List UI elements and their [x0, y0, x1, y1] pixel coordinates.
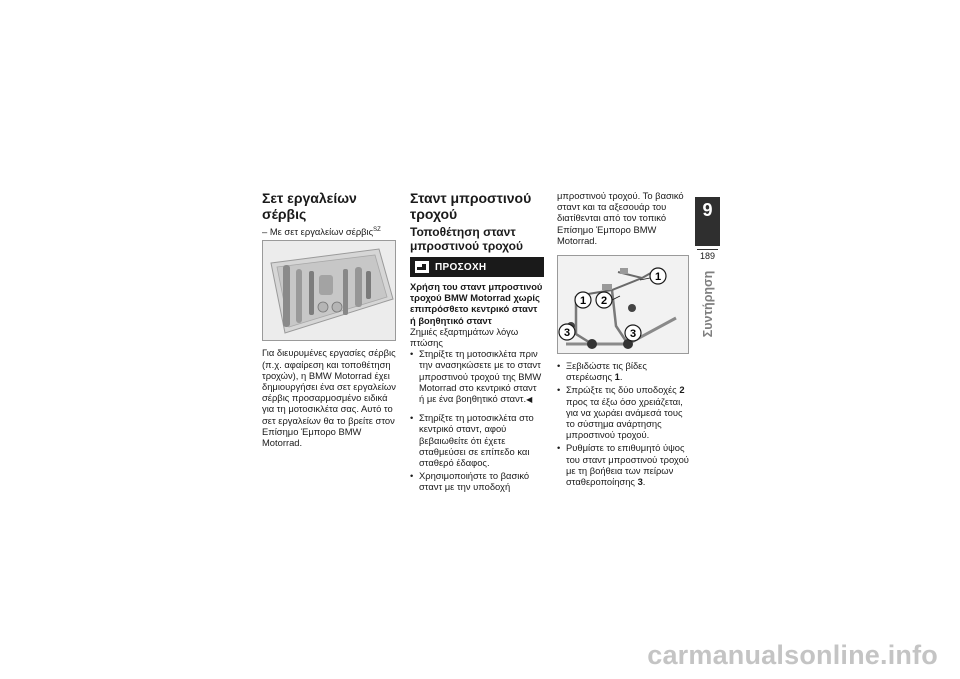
list-item: • Σπρώξτε τις δύο υποδοχές 2 προς τα έξω όσο χρειάζεται, για να χωράει ανάμεσά τους το σύστημα ανάρτησης μπροστινού τροχού.: [557, 384, 691, 440]
caution-banner: [410, 257, 544, 277]
service-tools-option: – Με σετ εργαλείων σέρβις$^{SZ}$: [262, 226, 381, 238]
svg-text:2: 2: [600, 295, 608, 308]
procedure-bullets: [410, 412, 544, 492]
service-tools-text: Για διευρυμένες εργασίες σέρβις (π.χ. αφαίρεση και τοποθέτηση τροχών), η BMW Motorrad έχει δημιουργήσει ένα σετ εργαλείων σέρβις προσαρμοσμένο ειδικά για τη μοτοσικλέτα σας. Αυτό το σετ εργαλείων θα το βρείτε στον Επίσημο Έμπορο BMW Motorrad.: [262, 347, 396, 448]
callout-1b: [575, 292, 591, 308]
svg-text:3: 3: [563, 327, 571, 340]
svg-text:1: 1: [579, 295, 587, 308]
section-side-title: Συντήρηση: [701, 270, 715, 338]
column-stand-procedure: [557, 190, 691, 489]
tab-divider: [697, 249, 718, 250]
column-front-stand: [410, 190, 544, 495]
front-stand-image: [557, 255, 689, 354]
option-code: SZ: [373, 227, 381, 233]
page-number: 189: [699, 251, 716, 261]
list-item: • Στηρίξτε τη μοτοσικλέτα στο κεντρικό σταντ, αφού βεβαιωθείτε ότι έχετε σταθμεύσει σε επίπεδο και σταθερό έδαφος.: [410, 412, 544, 468]
chapter-tab: [695, 197, 720, 246]
continuation-text: μπροστινού τροχού. Το βασικό σταντ και τα αξεσουάρ του διατίθενται από τον τοπικό Επίσημο Έμπορο BMW Motorrad.: [557, 190, 684, 246]
list-item: • Στηρίξτε τη μοτοσικλέτα πριν την ανασηκώσετε με το σταντ μπροστινού τροχού της BMW Motorrad στο κεντρικό σταντ ή με ένα βοηθητικό σταντ.◀: [410, 348, 544, 405]
watermark: carmanualsonline.info: [647, 640, 938, 670]
svg-text:3: 3: [629, 328, 637, 341]
subheading-fit-stand: Τοποθέτηση σταντ μπροστινού τροχού: [410, 225, 523, 253]
heading-front-stand: Σταντ μπροστινού τροχού: [410, 190, 532, 222]
warning-hand-icon: [415, 261, 429, 273]
column-service-tools: [262, 190, 396, 448]
stand-steps: [557, 360, 691, 487]
list-item: • Ξεβιδώστε τις βίδες στερέωσης 1.: [557, 360, 691, 382]
callout-3b: [625, 325, 641, 341]
list-item: • Χρησιμοποιήστε το βασικό σταντ με την υποδοχή: [410, 470, 544, 492]
caution-label: ΠΡΟΣΟΧΗ: [435, 261, 487, 273]
callout-1a: [650, 268, 666, 284]
caution-bullets: [410, 348, 544, 405]
caution-title: Χρήση του σταντ μπροστινού τροχού BMW Motorrad χωρίς επιπρόσθετο κεντρικό σταντ ή βοηθητικό σταντ: [410, 281, 543, 326]
tool-kit-image: [262, 240, 396, 341]
end-mark-icon: ◀: [526, 395, 533, 405]
chapter-number: 9: [702, 200, 713, 220]
list-item: • Ρυθμίστε το επιθυμητό ύψος του σταντ μπροστινού τροχού με τη βοήθεια των πείρων σταθεροποίησης 3.: [557, 442, 691, 487]
callout-3a: [559, 324, 575, 340]
caution-consequence: Ζημιές εξαρτημάτων λόγω πτώσης: [410, 325, 519, 349]
callout-2: [596, 292, 612, 308]
svg-text:1: 1: [654, 271, 662, 284]
heading-service-tools: Σετ εργαλείων σέρβις: [262, 190, 357, 222]
